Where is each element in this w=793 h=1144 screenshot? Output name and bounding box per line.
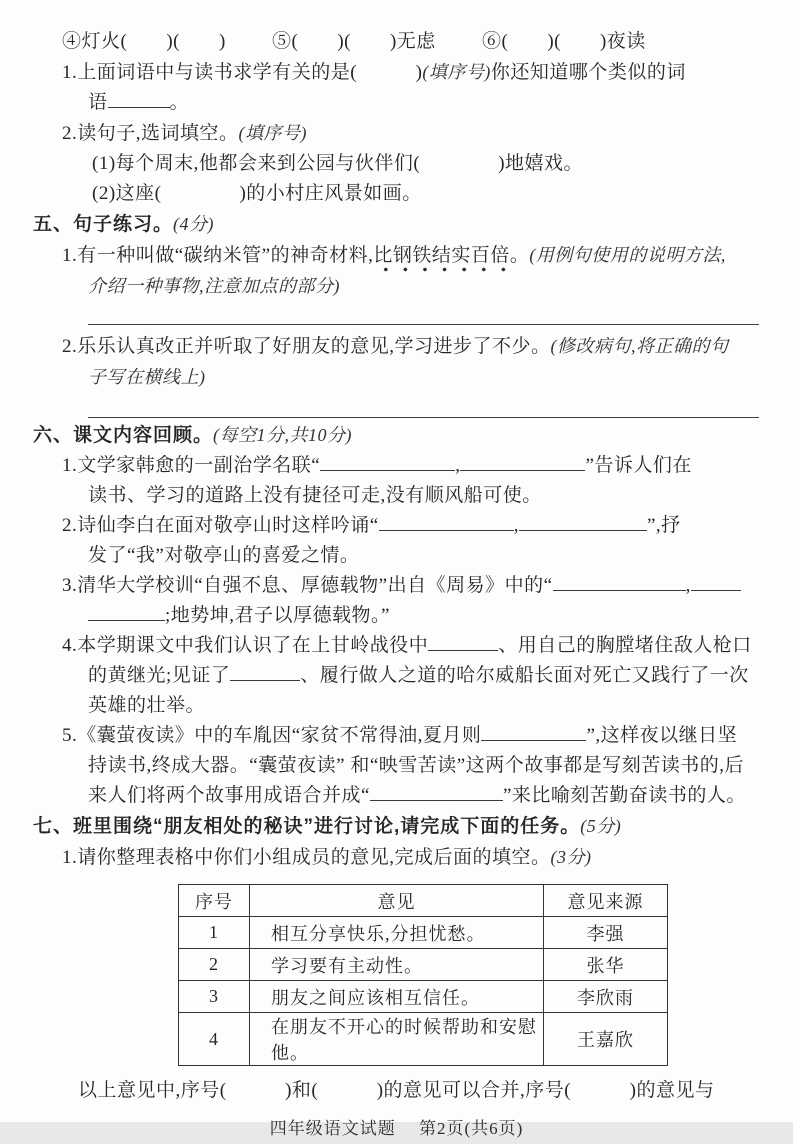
s6-q4-line1 xyxy=(62,631,793,661)
blank-line xyxy=(320,455,455,471)
s5-q2-text: 2.乐乐认真改正并听取了好朋友的意见,学习进步了不少。 xyxy=(62,336,551,357)
blank-line xyxy=(370,785,503,801)
cell-source: 李欣雨 xyxy=(544,981,668,1013)
col-header-source: 意见来源 xyxy=(544,885,668,917)
s5-q1-note-line2: 介绍一种事物,注意加点的部分) xyxy=(88,276,340,296)
s6-q5-line2: 持读书,终成大器。“囊萤夜读” 和“映雪苦读”这两个故事都是写刻苦读书的,后 xyxy=(88,755,744,776)
blank-line xyxy=(230,665,300,681)
vocab-q2-note: (填序号) xyxy=(238,123,308,143)
blank-line xyxy=(460,455,585,471)
s6-q3-comma: , xyxy=(685,575,691,596)
s5-q1-emphasized-text: 比钢铁结实百倍 xyxy=(373,245,510,272)
vocab-q1-line2-period: 。 xyxy=(169,92,190,113)
table-row xyxy=(179,949,668,981)
section6-score: (每空1分,共10分) xyxy=(213,425,353,445)
table-header-row xyxy=(179,885,668,917)
blank-line xyxy=(88,605,165,621)
s5-q1-text: 1.有一种叫做“碳纳米管”的神奇材料, xyxy=(62,245,374,266)
col-header-number: 序号 xyxy=(179,885,250,917)
vocab-item-4: ④灯火( )( ) xyxy=(62,31,226,52)
cell-number: 3 xyxy=(179,981,250,1013)
s6-q3-line2 xyxy=(88,601,793,631)
cell-opinion: 学习要有主动性。 xyxy=(250,949,544,981)
table-row xyxy=(179,917,668,949)
blank-line xyxy=(428,635,498,651)
cell-number: 4 xyxy=(179,1013,250,1066)
cell-opinion: 在朋友不开心的时候帮助和安慰他。 xyxy=(250,1013,544,1066)
vocab-q1-line2 xyxy=(88,88,793,118)
blank-line xyxy=(553,575,686,591)
vocab-q1-note: (填序号) xyxy=(422,62,491,82)
cell-number: 1 xyxy=(179,917,250,949)
s6-q1-line2: 读书、学习的道路上没有捷径可走,没有顺风船可使。 xyxy=(88,485,542,506)
blank-line xyxy=(108,92,170,108)
section7-q1-line xyxy=(62,842,793,873)
section5-q1-line1 xyxy=(62,240,793,271)
page-footer: 四年级语文试题 第2页(共6页) xyxy=(269,1119,524,1138)
section7-score: (5分) xyxy=(580,816,622,836)
blank-line xyxy=(379,515,514,531)
vocab-q2-line xyxy=(62,118,793,149)
blank-line xyxy=(519,515,647,531)
s6-q4-line3: 英雄的壮举。 xyxy=(88,695,206,716)
section5-q1-line2 xyxy=(88,271,793,302)
s7-q1-text: 1.请你整理表格中你们小组成员的意见,完成后面的填空。 xyxy=(62,847,551,868)
vocab-q2-text: 2.读句子,选词填空。 xyxy=(62,123,239,144)
blank-line xyxy=(481,725,586,741)
table-row xyxy=(179,981,668,1013)
section6-header xyxy=(33,420,793,451)
answer-line xyxy=(88,324,759,325)
s6-q4-line2-text: 的黄继光;见证了 xyxy=(88,665,231,686)
section5-header xyxy=(33,209,793,240)
s5-q1-note-line1: (用例句使用的说明方法, xyxy=(529,245,726,265)
s7-q1-score: (3分) xyxy=(550,847,592,867)
section5-q2-line2 xyxy=(88,362,793,393)
s6-q5-text: 5.《囊萤夜读》中的车胤因“家贫不常得油,夏月则 xyxy=(62,725,482,746)
section5-score: (4分) xyxy=(173,214,215,234)
s6-q5-line1 xyxy=(62,721,793,751)
s6-q2-text: 2.诗仙李白在面对敬亭山时这样吟诵“ xyxy=(62,515,379,536)
cell-number: 2 xyxy=(179,949,250,981)
answer-line xyxy=(88,417,759,418)
vocab-item-6: ⑥( )( )夜读 xyxy=(482,31,646,52)
s5-q2-note-line2: 子写在横线上) xyxy=(88,367,206,387)
s6-q1-line1 xyxy=(62,451,793,481)
opinion-table xyxy=(178,884,668,1066)
s6-q3-text-cont: ;地势坤,君子以厚德载物。” xyxy=(165,605,390,626)
s6-q5-line3-text-cont: ”来比喻刻苦勤奋读书的人。 xyxy=(502,785,746,806)
s7-fill-line: 以上意见中,序号( )和( )的意见可以合并,序号( )的意见与 xyxy=(78,1080,715,1101)
vocab-q1-text: 1.上面词语中与读书求学有关的是( ) xyxy=(62,62,423,83)
s6-q1-comma: , xyxy=(455,455,461,476)
s6-q3-text: 3.清华大学校训“自强不息、厚德载物”出自《周易》中的“ xyxy=(62,575,553,596)
section5-q2-line1 xyxy=(62,331,793,362)
s5-q1-period: 。 xyxy=(509,245,530,266)
s6-q2-comma: , xyxy=(513,515,519,536)
cell-opinion: 相互分享快乐,分担忧愁。 xyxy=(250,917,544,949)
s6-q4-text: 4.本学期课文中我们认识了在上甘岭战役中 xyxy=(62,635,429,656)
section7-title: 七、班里围绕“朋友相处的秘诀”进行讨论,请完成下面的任务。 xyxy=(33,816,581,837)
s6-q4-text-cont: 、用自己的胸膛堵住敌人枪口 xyxy=(498,635,752,656)
s6-q3-line1 xyxy=(62,571,793,601)
s6-q2-line2: 发了“我”对敬亭山的喜爱之情。 xyxy=(88,545,360,566)
s6-q4-line2 xyxy=(88,661,793,691)
s6-q5-line3 xyxy=(88,781,793,811)
col-header-opinion: 意见 xyxy=(250,885,544,917)
s5-q2-note-line1: (修改病句,将正确的句 xyxy=(550,336,729,356)
table-row xyxy=(179,1013,668,1066)
vocab-q2-sub1: (1)每个周末,他都会来到公园与伙伴们( )地嬉戏。 xyxy=(92,153,584,174)
blank-line xyxy=(691,575,741,591)
cell-source: 李强 xyxy=(544,917,668,949)
s6-q5-line3-text: 来人们将两个故事用成语合并成“ xyxy=(88,785,370,806)
vocab-item-5: ⑤( )( )无虑 xyxy=(272,31,436,52)
s6-q2-line1 xyxy=(62,511,793,541)
s6-q2-text-cont: ”,抒 xyxy=(646,515,681,536)
vocab-q1-line1 xyxy=(62,57,793,88)
cell-source: 王嘉欣 xyxy=(544,1013,668,1066)
vocab-q1-text-cont: 你还知道哪个类似的词 xyxy=(490,62,686,83)
vocab-q1-line2-text: 语 xyxy=(88,92,108,113)
s6-q1-text-cont: ”告诉人们在 xyxy=(585,455,692,476)
section6-title: 六、课文内容回顾。 xyxy=(33,425,214,446)
s6-q4-line2-text-cont: 、履行做人之道的哈尔威船长面对死亡又践行了一次 xyxy=(300,665,749,686)
s6-q5-text-cont: ”,这样夜以继日坚 xyxy=(586,725,738,746)
s6-q1-text: 1.文学家韩愈的一副治学名联“ xyxy=(62,455,321,476)
vocab-q2-sub2: (2)这座( )的小村庄风景如画。 xyxy=(92,183,422,204)
section5-title: 五、句子练习。 xyxy=(33,214,174,235)
cell-opinion: 朋友之间应该相互信任。 xyxy=(250,981,544,1013)
vocab-items-line xyxy=(62,27,793,57)
section7-header xyxy=(33,811,793,842)
cell-source: 张华 xyxy=(544,949,668,981)
